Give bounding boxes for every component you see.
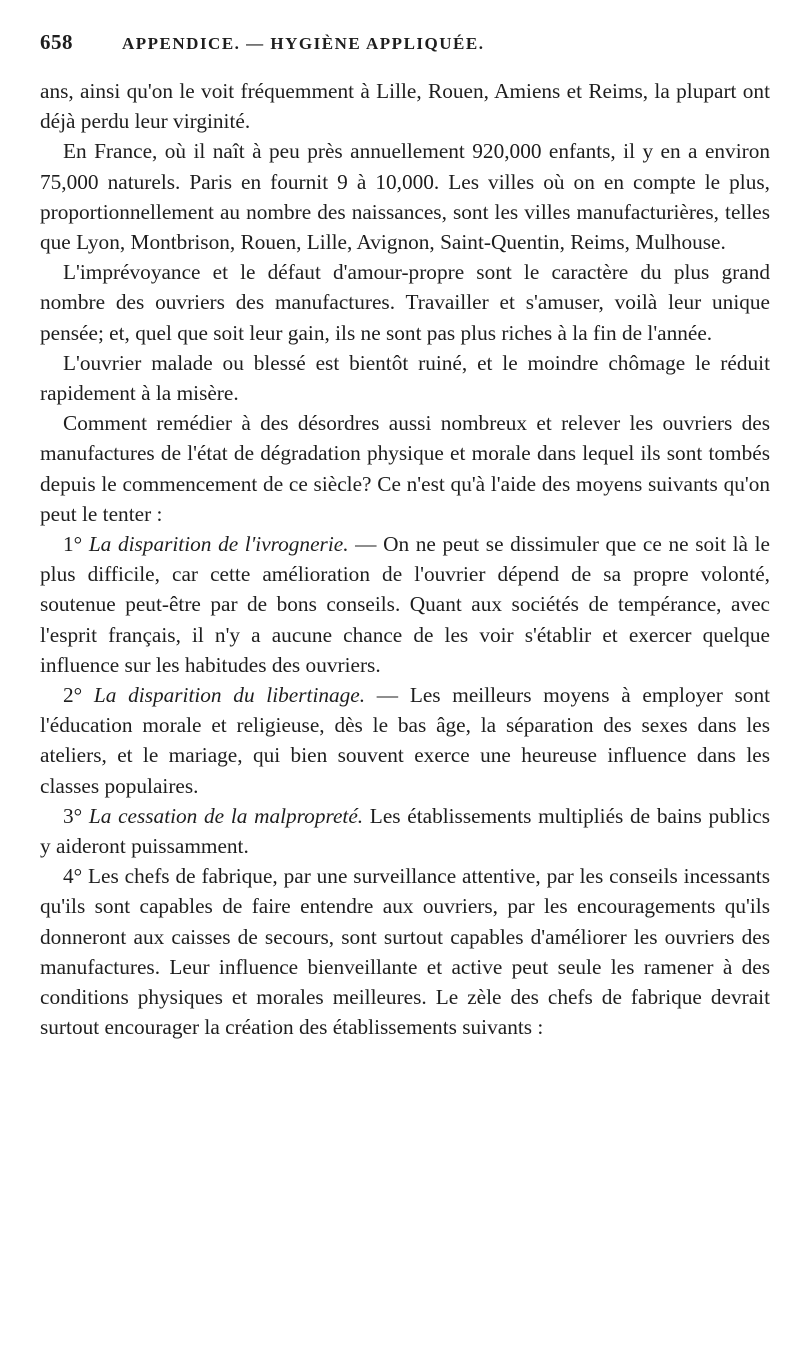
- paragraph-text: L'imprévoyance et le défaut d'amour-propre sont le caractère du plus grand nombre des ouvriers des manufactures. Travailler et s'amuser, voilà leur unique pensée; et, quel que soit leur gain, ils ne sont pas plus riches à la fin de l'année.: [40, 260, 770, 345]
- list-item-text: Les établissements multipliés de bains publics y aideront puissamment.: [40, 803, 770, 859]
- paragraph-text: L'ouvrier malade ou blessé est bientôt ruiné, et le moindre chômage le réduit rapidement à la misère.: [40, 350, 770, 406]
- list-item-drunkenness: [40, 529, 770, 680]
- list-item-number: 2°: [63, 683, 94, 708]
- paragraph-text: ans, ainsi qu'on le voit fréquemment à Lille, Rouen, Amiens et Reims, la plupart ont déjà perdu leur virginité.: [40, 79, 770, 134]
- list-item-number: 3°: [63, 803, 89, 828]
- list-item-text: — Les meilleurs moyens à employer sont l'éducation morale et religieuse, dès le bas âge, la séparation des sexes dans les ateliers, et le mariage, qui bien souvent exerce une heureuse influence dans les classes populaires.: [40, 683, 771, 798]
- list-item-factory-heads: [40, 861, 770, 1042]
- list-item-text: — On ne peut se dissimuler que ce ne soit là le plus difficile, car cette amélioration de l'ouvrier dépend de sa propre volonté, soutenue peut-être par de bons conseils. Quant aux sociétés de tempérance, avec l'esprit français, il n'y a aucune chance de les voir s'établir et exercer quelque influence sur les habitudes des ouvriers.: [40, 532, 770, 677]
- running-title: APPENDICE. — HYGIÈNE APPLIQUÉE.: [122, 34, 485, 53]
- list-item-number: 1°: [63, 532, 89, 557]
- list-item-title: La cessation de la malpropreté.: [88, 803, 364, 828]
- book-page: [40, 30, 770, 1043]
- paragraph-sick-worker: [40, 348, 770, 408]
- paragraph-natural-births: [40, 136, 770, 257]
- list-item-uncleanliness: [40, 801, 770, 861]
- paragraph-improvidence: [40, 257, 770, 348]
- paragraph-text: En France, où il naît à peu près annuellement 920,000 enfants, il y en a environ 75,000 naturels. Paris en fournit 9 à 10,000. Les villes où on en compte le plus, proportionnellement au nombre des naissances, sont les villes manufacturières, telles que Lyon, Montbrison, Rouen, Lille, Avignon, Saint-Quentin, Reims, Mulhouse.: [40, 139, 770, 255]
- page-number: 658: [40, 30, 73, 54]
- list-item-libertinage: [40, 680, 770, 801]
- paragraph-remedies-question: [40, 408, 770, 529]
- list-item-title: La disparition de l'ivrognerie.: [88, 532, 349, 557]
- list-item-text: 4° Les chefs de fabrique, par une surveillance attentive, par les conseils incessants qu'ils sont capables de faire entendre aux ouvriers, par les encouragements qu'ils donneront aux caisses de secours, sont surtout capables d'améliorer les ouvriers des manufactures. Leur influence bienveillante et active peut seule les ramener à des conditions physiques et morales meilleures. Le zèle des chefs de fabrique devrait surtout encourager la création des établissements suivants :: [40, 864, 770, 1040]
- paragraph-text: Comment remédier à des désordres aussi nombreux et relever les ouvriers des manufactures de l'état de dégradation physique et morale dans lequel ils sont tombés depuis le commencement de ce siècle? Ce n'est qu'à l'aide des moyens suivants qu'on peut le tenter :: [40, 411, 770, 526]
- running-head: [40, 30, 770, 70]
- paragraph-continuation: [40, 76, 770, 136]
- list-item-title: La disparition du libertinage.: [93, 683, 366, 708]
- body-text: [40, 76, 770, 1043]
